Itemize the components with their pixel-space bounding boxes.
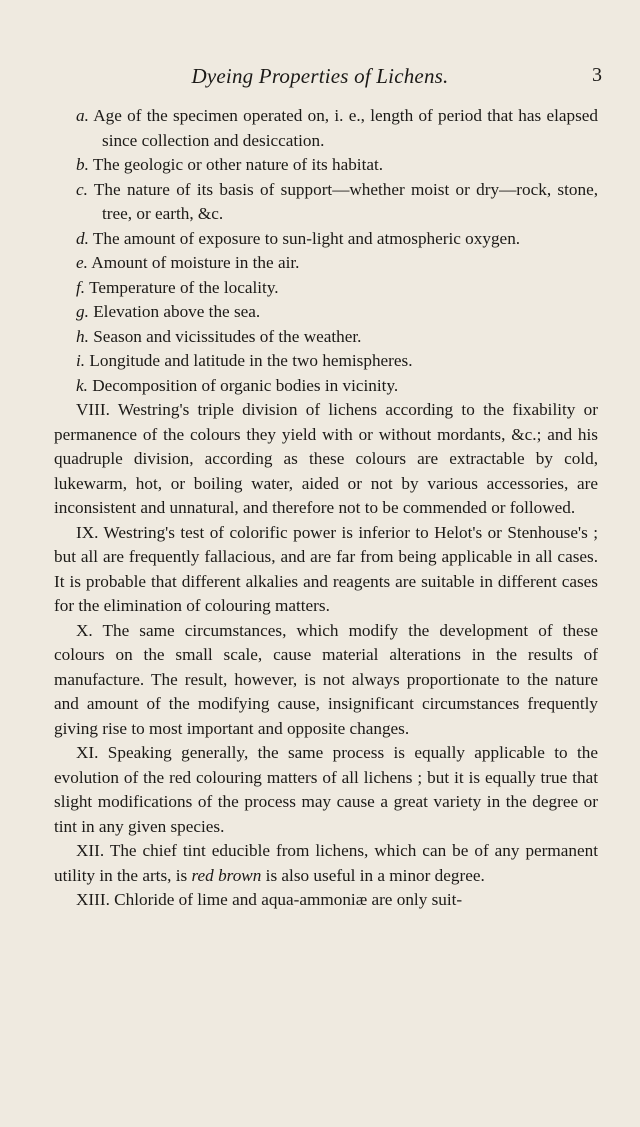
item-text: Age of the specimen operated on, i. e., length of period that has elapsed since collection and desiccation.	[88, 106, 598, 150]
list-item	[54, 325, 598, 350]
item-letter: a.	[76, 106, 89, 125]
item-text: Decomposition of organic bodies in vicinity.	[87, 375, 399, 395]
paragraph-xi: XI. Speaking generally, the same process is equally applicable to the evolution of the red colouring matters of all lichens ; but it is equally true that slight modifications of the process may cause a great variety in the degree or tint in any given species.	[54, 743, 598, 836]
list-item	[54, 104, 598, 153]
list-item	[54, 227, 598, 252]
item-text: Season and vicissitudes of the weather.	[88, 326, 362, 346]
item-letter: g.	[76, 302, 89, 321]
paragraph-xii-start: XII. The chief tint educible from lichens, which can be of any permanent utility in the arts, is	[54, 841, 598, 885]
paragraph-xii-italic: red brown	[191, 865, 262, 885]
item-text: The geologic or other nature of its habitat.	[88, 155, 384, 174]
paragraph-ix: IX. Westring's test of colorific power is inferior to Helot's or Stenhouse's ; but all are frequently fallacious, and are far from being applicable in all cases. It is probable that different alkalies and reagents are suitable in different cases for the elimination of colouring matters.	[54, 522, 598, 615]
item-text: Elevation above the sea.	[88, 302, 261, 321]
page-body	[54, 104, 598, 913]
list-item	[54, 300, 598, 325]
paragraph-xii	[54, 839, 598, 888]
running-title: Dyeing Properties of Lichens.	[191, 64, 449, 88]
item-text: Longitude and latitude in the two hemispheres.	[85, 351, 413, 370]
item-letter: e.	[76, 253, 88, 272]
paragraph-x: X. The same circumstances, which modify the development of these colours on the small scale, cause material alterations in the results of manufacture. The result, however, is not always proportionate to the nature and amount of the modifying cause, insignificant circumstances frequently giving rise to most important and opposite changes.	[54, 620, 598, 738]
list-item	[54, 153, 598, 178]
item-letter: k.	[76, 375, 88, 395]
running-header	[0, 64, 640, 94]
item-letter: b.	[76, 155, 89, 174]
item-text: The nature of its basis of support—whether moist or dry—rock, stone, tree, or earth, &c.	[87, 179, 598, 223]
item-text: The amount of exposure to sun-light and atmospheric oxygen.	[88, 228, 521, 248]
paragraph-xii-end: is also useful in a minor degree.	[261, 865, 485, 885]
list-item	[54, 349, 598, 374]
item-letter: h.	[76, 326, 89, 346]
list-item	[54, 374, 598, 399]
item-text: Temperature of the locality.	[85, 277, 279, 297]
list-item	[54, 276, 598, 301]
list-item	[54, 178, 598, 227]
paragraph-xiii: XIII. Chloride of lime and aqua-ammoniæ are only suit-	[76, 890, 463, 909]
item-text: Amount of moisture in the air.	[87, 253, 300, 272]
item-letter: d.	[76, 228, 89, 248]
paragraph-viii: VIII. Westring's triple division of lichens according to the fixability or permanence of the colours they yield with or without mordants, &c.; and his quadruple division, according as these colours are extractable by cold, lukewarm, hot, or boiling water, aided or not by various accessories, are inconsistent and unnatural, and therefore not to be commended or followed.	[54, 400, 598, 517]
item-letter: i.	[76, 351, 86, 370]
item-letter: f.	[76, 277, 86, 297]
list-item	[54, 251, 598, 276]
page-number: 3	[592, 64, 602, 86]
item-letter: c.	[76, 179, 88, 199]
